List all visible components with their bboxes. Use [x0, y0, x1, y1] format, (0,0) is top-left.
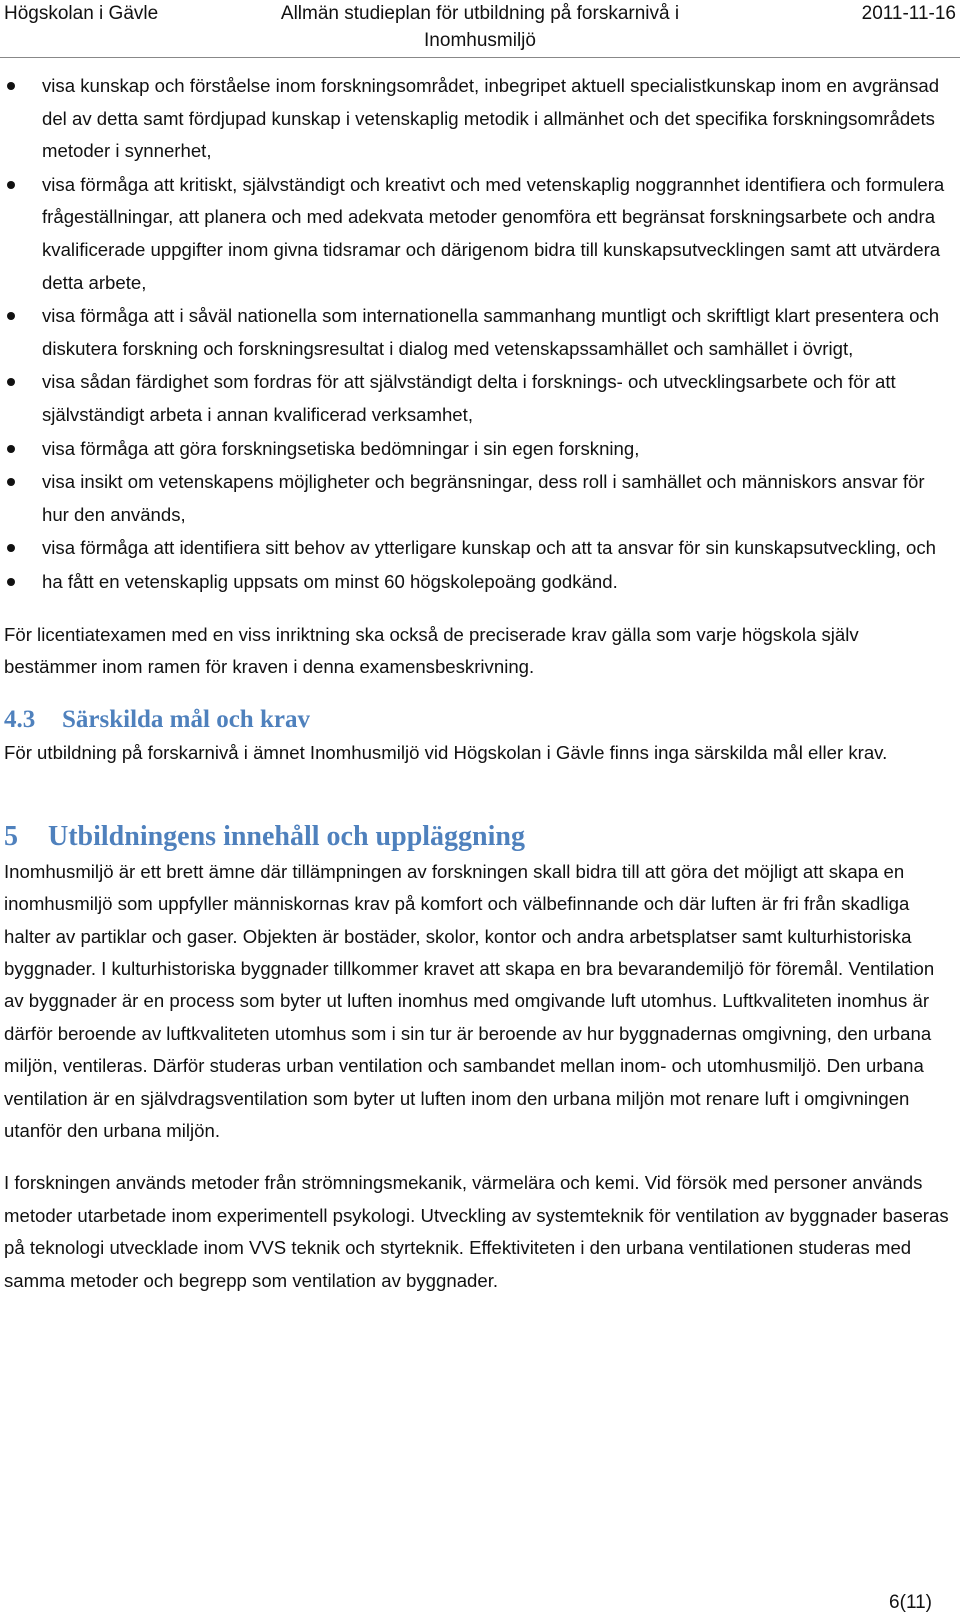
section-5-heading [4, 818, 956, 856]
list-item-text: visa kunskap och förståelse inom forskningsområdet, inbegripet aktuell specialistkunskap inom en avgränsad del av detta samt fördjupad kunskap i vetenskaplig metodik i allmänhet och det specifika forskningsområdets metoder i synnerhet, [42, 75, 940, 162]
list-item-text: visa förmåga att i såväl nationella som internationella sammanhang muntligt och skriftligt klart presentera och diskutera forskning och forskningsresultat i dialog med vetenskapssamhället och samhället i övrigt, [42, 305, 940, 359]
header-document-title [240, 0, 720, 54]
list-item [4, 70, 956, 168]
bullet-icon [7, 478, 15, 486]
list-item-text: visa förmåga att göra forskningsetiska bedömningar i sin egen forskning, [42, 437, 640, 459]
bullet-icon [7, 544, 15, 552]
list-item-text: visa förmåga att identifiera sitt behov av ytterligare kunskap och att ta ansvar för sin kunskapsutveckling, och [42, 537, 936, 559]
list-item [4, 466, 956, 531]
bullet-icon [7, 378, 15, 386]
section-number: 4.3 [4, 706, 36, 734]
list-item [4, 532, 956, 565]
section-5-paragraph-1: Inomhusmiljö är ett brett ämne där tillämpningen av forskningen skall bidra till att göra det möjligt att skapa en inomhusmiljö som uppfyller människornas krav på komfort och välbefinnande och där luften är fri från skadliga halter av partiklar och gaser. Objekten är bostäder, skolor, kontor och andra arbetsplatser samt kulturhistoriska byggnader. I kulturhistoriska byggnader tillkommer kravet att skapa en bra bevarandemiljö för föremål. Ventilation av byggnader är en process som byter ut luften inomhus med omgivande luft utomhus. Luftkvaliteten inomhus är därför beroende av luftkvaliteten utomhus som i sin tur är beroende av hur byggnadernas omgivning, den urbana miljön, ventileras. Därför studeras urban ventilation och sambandet mellan inom- och utomhusmiljö. Den urbana ventilation är en självdragsventilation som byter ut luften inom den urbana miljön mot renare luft i omgivningen utanför den urbana miljön. [4, 860, 935, 1141]
list-item-text: visa sådan färdighet som fordras för att självständigt delta i forsknings- och utvecklingsarbete och för att självständigt arbeta i annan kvalificerad verksamhet, [42, 371, 896, 425]
header-title-line-1: Allmän studieplan för utbildning på forskarnivå i [280, 3, 680, 24]
section-number: 5 [4, 820, 18, 852]
section-4-3-text: För utbildning på forskarnivå i ämnet Inomhusmiljö vid Högskolan i Gävle finns inga särskilda mål eller krav. [4, 742, 888, 764]
list-item-text: visa insikt om vetenskapens möjligheter och begränsningar, dess roll i samhället och människors ansvar för hur den används, [42, 471, 925, 525]
page-header [0, 0, 960, 58]
header-date: 2011-11-16 [861, 3, 956, 24]
header-title-line-2: Inomhusmiljö [424, 30, 536, 51]
bullet-icon [7, 181, 15, 189]
list-item [4, 300, 956, 365]
bullet-icon [7, 578, 15, 586]
bullet-icon [7, 82, 15, 90]
bullet-icon [7, 445, 15, 453]
section-title: Särskilda mål och krav [62, 706, 310, 734]
list-item [4, 433, 956, 466]
section-title: Utbildningens innehåll och uppläggning [48, 820, 525, 852]
section-5-paragraph-2: I forskningen används metoder från strömningsmekanik, värmelära och kemi. Vid försök med personer används metoder utarbetade inom experimentell psykologi. Utveckling av systemteknik för ventilation av byggnader baseras på teknologi utvecklade inom VVS teknik och styrteknik. Effektiviteten i den urbana ventilationen studeras med samma metoder och begrepp som ventilation av byggnader. [4, 1172, 949, 1291]
list-item [4, 169, 956, 299]
list-item-text: visa förmåga att kritiskt, självständigt och kreativt och med vetenskaplig noggrannhet identifiera och formulera frågeställningar, att planera och med adekvata metoder genomföra ett begränsat forskningsarbete och andra kvalificerade uppgifter inom givna tidsramar och därigenom bidra till kunskapsutvecklingen samt att utvärdera detta arbete, [42, 173, 945, 293]
list-item-text: ha fått en vetenskaplig uppsats om minst 60 högskolepoäng godkänd. [42, 570, 618, 592]
header-divider [0, 57, 960, 58]
licentiate-paragraph: För licentiatexamen med en viss inriktning ska också de preciserade krav gälla som varje högskola själv bestämmer inom ramen för kraven i denna examensbeskrivning. [4, 623, 859, 677]
page-number: 6(11) [889, 1592, 932, 1613]
section-4-3-heading [4, 703, 956, 737]
requirements-list [4, 70, 956, 599]
header-institution: Högskolan i Gävle [4, 3, 159, 24]
bullet-icon [7, 312, 15, 320]
document-body [4, 70, 956, 1297]
list-item [4, 566, 956, 599]
list-item [4, 366, 956, 431]
